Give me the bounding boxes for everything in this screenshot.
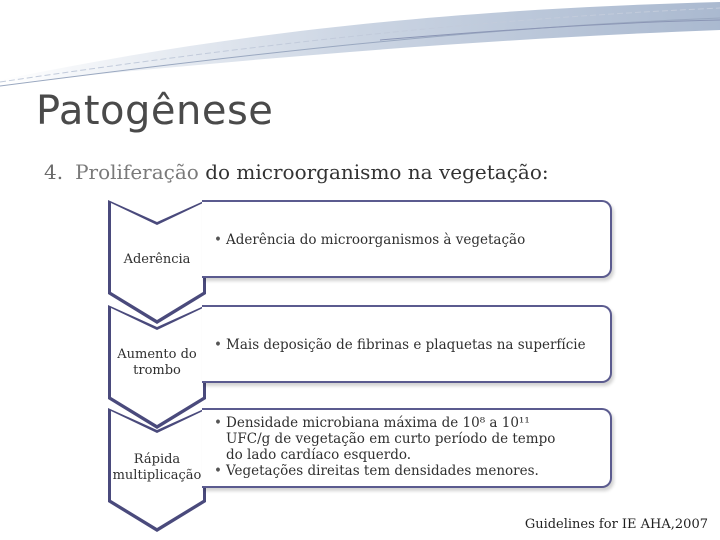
subtitle-number: 4. bbox=[44, 160, 64, 184]
step-label: Aderência bbox=[123, 252, 191, 267]
subtitle-highlight: Proliferação bbox=[75, 160, 199, 184]
header-decoration bbox=[0, 0, 720, 90]
step-label: Rápida multiplicação bbox=[112, 452, 202, 483]
bullet-item: • Aderência do microorganismos à vegetação bbox=[214, 232, 600, 248]
step-content-box bbox=[202, 408, 612, 488]
step-content-box bbox=[202, 305, 612, 383]
bullet-item: • Densidade microbiana máxima de 10⁸ a 10¹¹ UFC/g de vegetação em curto período de tempo do lado cardíaco esquerdo. bbox=[214, 415, 574, 463]
step-label: Aumento do trombo bbox=[117, 347, 197, 378]
subtitle bbox=[44, 160, 549, 184]
subtitle-text: do microorganismo na vegetação: bbox=[205, 160, 549, 184]
slide-title: Patogênese bbox=[36, 88, 274, 134]
bullet-item: • Vegetações direitas tem densidades menores. bbox=[214, 463, 574, 479]
source-citation: Guidelines for IE AHA,2007 bbox=[524, 517, 708, 532]
bullet-item: • Mais deposição de fibrinas e plaquetas na superfície bbox=[214, 337, 600, 353]
step-content-box bbox=[202, 200, 612, 278]
